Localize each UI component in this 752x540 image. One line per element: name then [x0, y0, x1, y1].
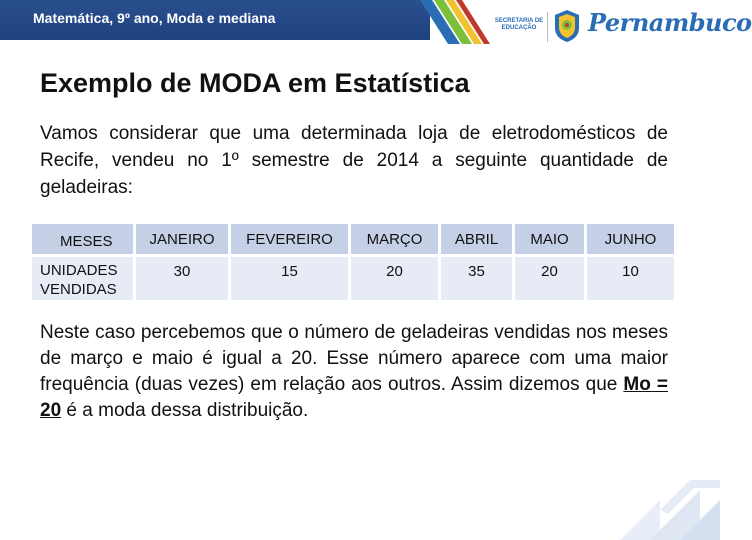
slide-header: [0, 0, 752, 50]
government-logo: [494, 4, 752, 48]
table-cell: 10: [587, 254, 674, 300]
secretaria-label: SECRETARIA DE EDUCAÇÃO: [494, 18, 544, 31]
diagonal-stripes-decoration: [420, 0, 490, 44]
table-cell: 30: [136, 254, 231, 300]
conclusion-text: Neste caso percebemos que o número de geladeiras vendidas nos meses de março e maio é igual a 20. Esse número aparece com uma maior frequência (duas vezes) em relação aos outros. Assim dizemos que: [40, 322, 668, 395]
slide-subject-title: Matemática, 9º ano, Moda e mediana: [33, 10, 276, 26]
page-title: Exemplo de MODA em Estatística: [40, 68, 470, 98]
table-cell: 20: [351, 254, 441, 300]
table-header-cell: JANEIRO: [136, 224, 231, 254]
table-header-row: [32, 224, 674, 254]
logo-divider: [547, 12, 548, 42]
table-cell: 20: [515, 254, 587, 300]
table-header-cell: MAIO: [515, 224, 587, 254]
row-label-cell: [32, 254, 136, 300]
table-header-cell: ABRIL: [441, 224, 515, 254]
mode-emphasis: Mo = 20: [40, 374, 668, 421]
table-header-cell: MARÇO: [351, 224, 441, 254]
conclusion-paragraph: [40, 320, 668, 424]
intro-paragraph: Vamos considerar que uma determinada loja de eletrodomésticos de Recife, vendeu no 1º semestre de 2014 a seguinte quantidade de geladeiras:: [40, 123, 668, 198]
conclusion-text-end: é a moda dessa distribuição.: [61, 400, 309, 421]
sales-table: [32, 224, 674, 300]
table-cell: 35: [441, 254, 515, 300]
row-label-line: VENDIDAS: [40, 281, 117, 298]
table-header-cell: MESES: [32, 224, 136, 254]
table-row: [32, 254, 674, 300]
table-cell: 15: [231, 254, 351, 300]
pernambuco-crest-icon: [551, 8, 583, 44]
table-header-cell: JUNHO: [587, 224, 674, 254]
row-label-line: UNIDADES: [40, 262, 118, 279]
brand-wordmark: Pernambuco: [588, 8, 752, 37]
corner-arrows-decoration: [560, 440, 720, 540]
table-header-cell: FEVEREIRO: [231, 224, 351, 254]
header-band: [0, 0, 430, 40]
